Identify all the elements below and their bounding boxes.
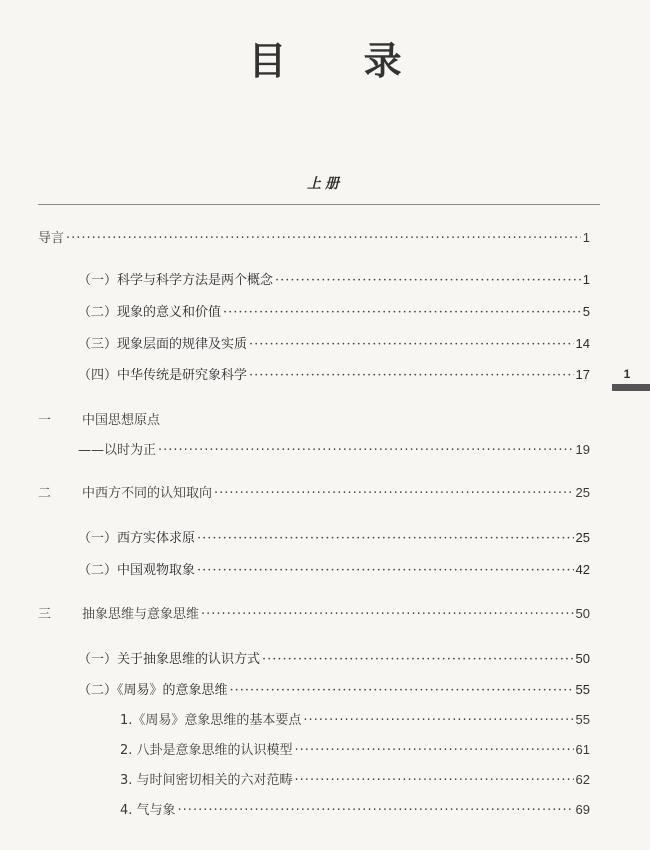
toc-entry-page: 50 (575, 606, 590, 621)
toc-entry-label: ——以时为正 (78, 443, 157, 458)
toc-entry[interactable] (78, 529, 590, 548)
toc-entry-label: 2. 八卦是意象思维的认识模型 (120, 743, 293, 758)
toc-entry-label: （三）现象层面的规律及实质 (78, 337, 248, 352)
toc-entry-page: 69 (575, 802, 590, 817)
toc-entry-page: 61 (575, 742, 590, 757)
leader-dots (275, 272, 581, 290)
toc-entry-subtitle[interactable] (78, 441, 590, 460)
toc-entry-label: （二）现象的意义和价值 (78, 305, 222, 320)
toc-entry-page: 25 (575, 530, 590, 545)
toc-entry-label: （四）中华传统是研究象科学 (78, 368, 248, 383)
toc-entry[interactable] (78, 271, 590, 290)
toc-entry-label: 1.《周易》意象思维的基本要点 (120, 713, 302, 728)
toc-entry-label: （一）关于抽象思维的认识方式 (78, 652, 261, 667)
leader-dots (303, 712, 573, 730)
toc-entry-label: 抽象思维与意象思维 (82, 607, 200, 622)
leader-dots (230, 682, 574, 700)
chapter-title: 中国思想原点 (82, 413, 161, 428)
toc-subentry[interactable] (120, 801, 590, 820)
toc-entry[interactable] (78, 366, 590, 385)
leader-dots (178, 802, 574, 820)
toc-entry[interactable] (78, 650, 590, 669)
leader-dots (249, 336, 574, 354)
side-tab-bar (612, 384, 650, 391)
toc-entry[interactable] (78, 561, 590, 580)
toc-entry-label: 3. 与时间密切相关的六对范畴 (120, 773, 293, 788)
leader-dots (201, 606, 574, 624)
heading-rule (38, 204, 600, 205)
toc-entry[interactable] (78, 303, 590, 322)
leader-dots (262, 651, 574, 669)
toc-entry-page: 62 (575, 772, 590, 787)
leader-dots (66, 230, 581, 248)
side-tab-number: 1 (623, 367, 631, 381)
chapter-number: 三 (38, 607, 52, 622)
toc-subentry[interactable] (120, 771, 590, 790)
chapter-number: 二 (38, 486, 52, 501)
toc-entry-page: 5 (582, 304, 590, 319)
toc-entry-label: 导言 (38, 231, 65, 246)
leader-dots (197, 530, 574, 548)
toc-chapter-entry[interactable] (38, 484, 590, 503)
toc-entry-label: 4. 气与象 (120, 803, 176, 818)
toc-subentry[interactable] (120, 741, 590, 760)
leader-dots (223, 304, 581, 322)
toc-entry-label: （二）中国观物取象 (78, 563, 196, 578)
toc-entry-page: 17 (575, 367, 590, 382)
leader-dots (197, 562, 574, 580)
toc-entry-page: 55 (575, 712, 590, 727)
toc-chapter-entry[interactable] (38, 605, 590, 624)
toc-entry-label: （一）科学与科学方法是两个概念 (78, 273, 274, 288)
leader-dots (214, 485, 574, 503)
toc-entry-page: 55 (575, 682, 590, 697)
toc-entry-page: 42 (575, 562, 590, 577)
side-tab-marker (612, 367, 650, 391)
leader-dots (295, 772, 574, 790)
volume-heading: 上册 (307, 176, 343, 192)
toc-entry-page: 50 (575, 651, 590, 666)
toc-entry-page: 14 (575, 336, 590, 351)
leader-dots (295, 742, 574, 760)
leader-dots (158, 442, 574, 460)
toc-entry-label: 中西方不同的认知取向 (82, 486, 213, 501)
toc-entry[interactable] (78, 335, 590, 354)
leader-dots (249, 367, 574, 385)
toc-entry-label: （一）西方实体求原 (78, 531, 196, 546)
toc-entry-label: （二）《周易》的意象思维 (78, 683, 228, 698)
chapter-number: 一 (38, 413, 52, 428)
toc-entry-page: 1 (582, 230, 590, 245)
toc-entry-intro[interactable] (38, 229, 590, 248)
toc-chapter-heading[interactable] (38, 409, 160, 428)
toc-entry-page: 25 (575, 485, 590, 500)
page-title: 目 录 (248, 38, 434, 83)
toc-entry[interactable] (78, 681, 590, 700)
toc-entry-page: 1 (582, 272, 590, 287)
toc-entry-page: 19 (575, 442, 590, 457)
toc-subentry[interactable] (120, 711, 590, 730)
